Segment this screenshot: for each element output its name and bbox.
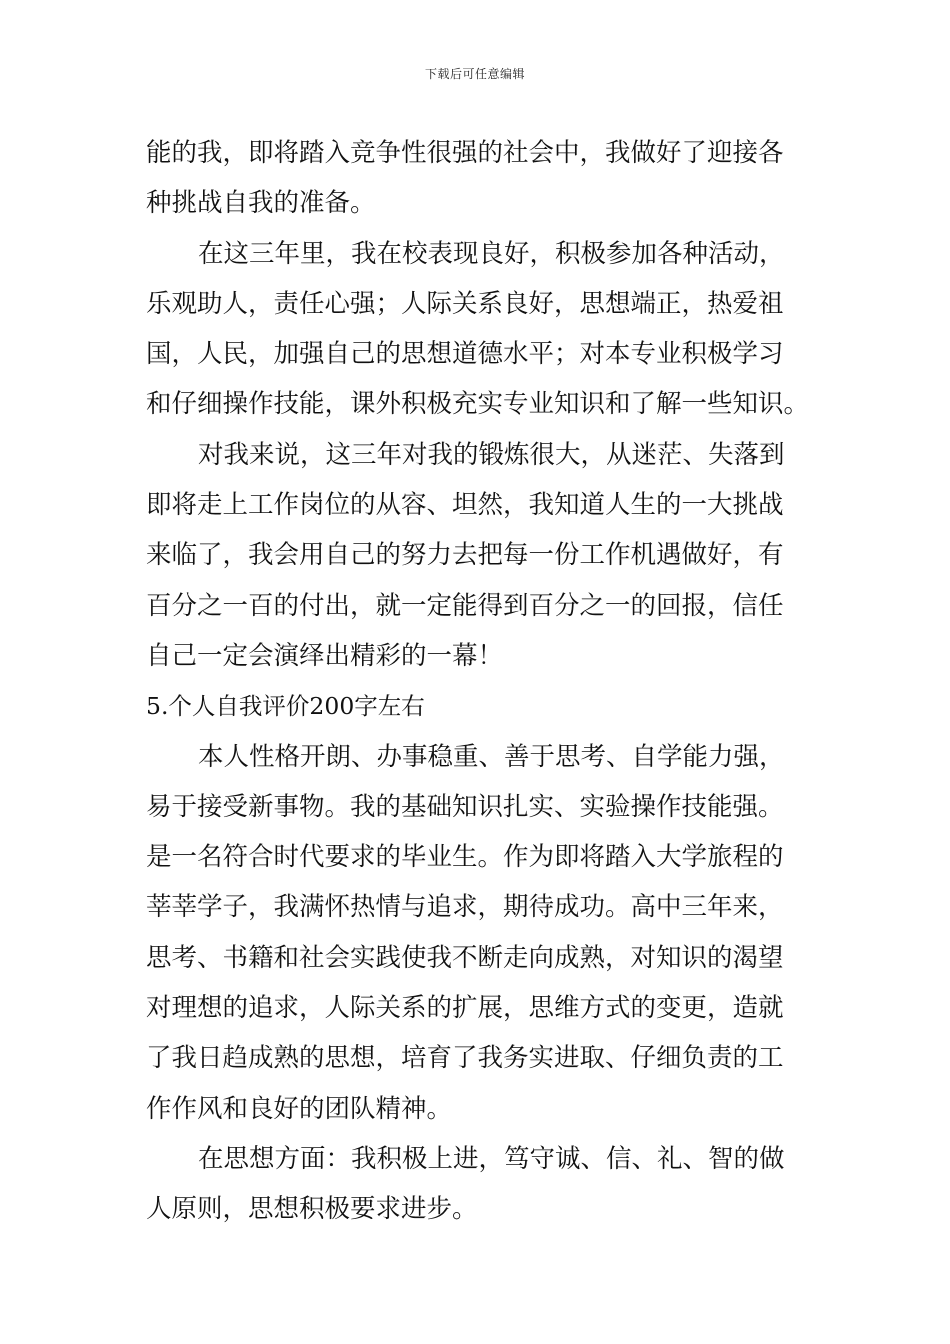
text-line: 在这三年里，我在校表现良好，积极参加各种活动， xyxy=(198,238,785,269)
text-line: 能的我，即将踏入竞争性很强的社会中，我做好了迎接各 xyxy=(146,138,784,168)
text-line: 思考、书籍和社会实践使我不断走向成熟，对知识的渴望 xyxy=(146,942,784,973)
text-line: 来临了，我会用自己的努力去把每一份工作机遇做好，有 xyxy=(146,540,784,571)
text-line: 和仔细操作技能，课外积极充实专业知识和了解一些知识。 xyxy=(146,389,810,420)
document-body xyxy=(146,128,810,1235)
text-line: 对理想的追求，人际关系的扩展，思维方式的变更，造就 xyxy=(146,993,784,1024)
text-line: 即将走上工作岗位的从容、坦然，我知道人生的一大挑战 xyxy=(146,490,784,521)
section-heading: 5.个人自我评价200字左右 xyxy=(146,692,425,721)
text-line: 易于接受新事物。我的基础知识扎实、实验操作技能强。 xyxy=(146,791,784,822)
text-line: 莘莘学子，我满怀热情与追求，期待成功。高中三年来， xyxy=(146,892,784,923)
text-line: 国，人民，加强自己的思想道德水平；对本专业积极学习 xyxy=(146,339,784,370)
text-line: 乐观助人，责任心强；人际关系良好，思想端正，热爱祖 xyxy=(146,288,784,319)
text-line: 对我来说，这三年对我的锻炼很大，从迷茫、失落到 xyxy=(198,439,785,470)
text-line: 本人性格开朗、办事稳重、善于思考、自学能力强， xyxy=(198,741,785,772)
text-line: 百分之一百的付出，就一定能得到百分之一的回报，信任 xyxy=(146,590,784,621)
text-line: 种挑战自我的准备。 xyxy=(146,188,376,219)
text-line: 作作风和良好的团队精神。 xyxy=(146,1093,453,1124)
text-line: 了我日趋成熟的思想，培育了我务实进取、仔细负责的工 xyxy=(146,1043,784,1074)
page-header-note: 下载后可任意编辑 xyxy=(424,67,525,81)
text-line: 在思想方面：我积极上进，笃守诚、信、礼、智的做 xyxy=(198,1143,785,1174)
text-line: 自己一定会演绎出精彩的一幕！ xyxy=(146,640,504,671)
text-line: 是一名符合时代要求的毕业生。作为即将踏入大学旅程的 xyxy=(146,842,784,873)
text-line: 人原则，思想积极要求进步。 xyxy=(146,1194,478,1225)
